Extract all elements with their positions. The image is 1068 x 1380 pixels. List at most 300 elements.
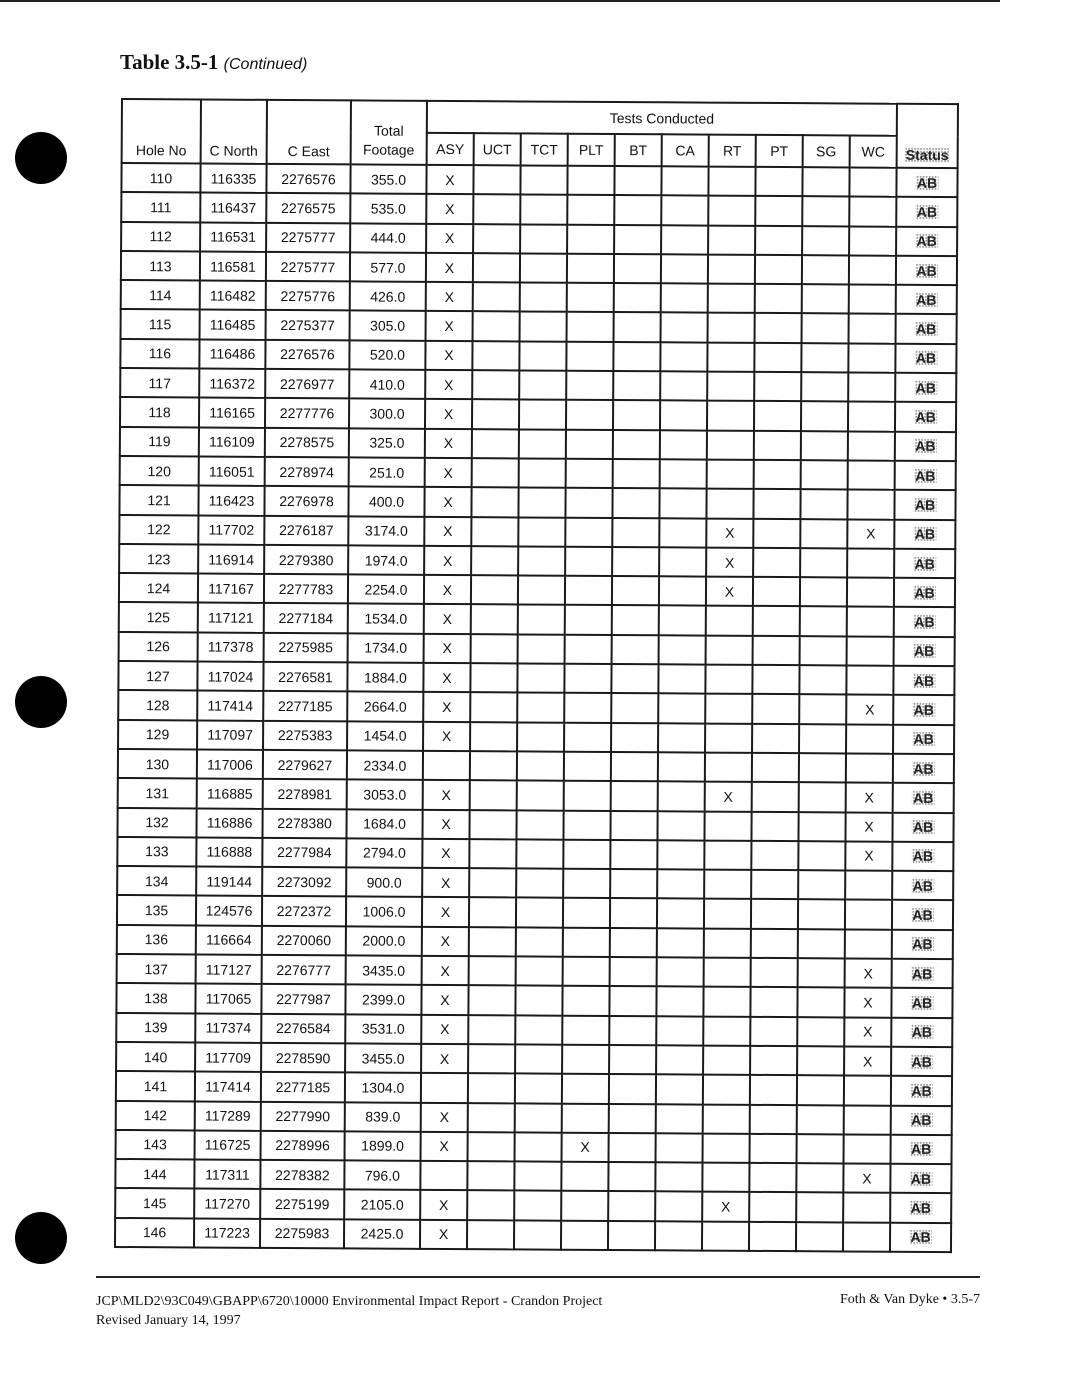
cell-test-rt xyxy=(705,694,752,724)
cell-status xyxy=(895,344,956,374)
cell-test-wc xyxy=(848,373,895,403)
cell-test-rt xyxy=(708,254,755,284)
cell-test-tct xyxy=(518,576,565,606)
cell-c-north: 116485 xyxy=(200,310,266,340)
status-badge: AB xyxy=(911,994,933,1011)
cell-test-wc xyxy=(843,1193,890,1223)
cell-test-asy xyxy=(423,751,470,781)
cell-test-asy: X xyxy=(425,429,472,459)
cell-test-bt xyxy=(610,840,657,870)
cell-test-ca xyxy=(660,459,707,489)
cell-total-footage: 1974.0 xyxy=(348,545,424,575)
cell-test-asy: X xyxy=(421,1102,468,1132)
cell-test-plt xyxy=(565,605,612,635)
status-badge: AB xyxy=(914,584,935,601)
cell-test-rt xyxy=(707,342,754,372)
cell-total-footage: 2399.0 xyxy=(345,985,421,1015)
cell-test-rt xyxy=(703,987,750,1017)
cell-total-footage: 1884.0 xyxy=(347,662,423,692)
cell-test-sg xyxy=(800,577,847,607)
cell-test-tct xyxy=(516,869,563,899)
cell-test-bt xyxy=(608,1191,655,1221)
cell-c-east: 2278575 xyxy=(265,428,349,458)
cell-test-bt xyxy=(609,1103,656,1133)
cell-test-tct xyxy=(514,1191,561,1221)
cell-c-east: 2278974 xyxy=(265,457,349,487)
cell-test-wc xyxy=(846,724,893,754)
cell-test-wc xyxy=(845,929,892,959)
cell-test-rt xyxy=(707,401,754,431)
cell-test-sg xyxy=(801,343,848,373)
cell-hole-no: 129 xyxy=(118,720,197,750)
header-test-bt: BT xyxy=(615,134,662,166)
cell-test-uct xyxy=(469,898,516,928)
cell-test-asy xyxy=(421,1073,468,1103)
cell-status xyxy=(890,1222,951,1252)
cell-c-east: 2275985 xyxy=(264,633,348,663)
cell-total-footage: 325.0 xyxy=(349,428,425,458)
cell-total-footage: 1454.0 xyxy=(347,721,423,751)
cell-test-sg xyxy=(799,724,846,754)
header-c-east: C East xyxy=(267,100,351,165)
cell-test-sg xyxy=(799,782,846,812)
cell-test-asy: X xyxy=(421,1014,468,1044)
cell-test-pt xyxy=(750,1075,797,1105)
cell-hole-no: 122 xyxy=(119,515,198,545)
cell-c-east: 2276978 xyxy=(264,486,348,516)
cell-test-bt xyxy=(611,693,658,723)
cell-test-uct xyxy=(467,1161,514,1191)
cell-hole-no: 124 xyxy=(119,573,198,603)
cell-test-wc xyxy=(848,343,895,373)
cell-test-bt xyxy=(610,811,657,841)
cell-total-footage: 251.0 xyxy=(349,457,425,487)
cell-test-plt xyxy=(563,927,610,957)
cell-test-tct xyxy=(519,429,566,459)
cell-test-ca xyxy=(661,254,708,284)
cell-test-tct xyxy=(515,1074,562,1104)
cell-total-footage: 400.0 xyxy=(348,487,424,517)
cell-c-east: 2275983 xyxy=(260,1219,344,1249)
cell-test-asy: X xyxy=(426,194,473,224)
cell-c-north: 116885 xyxy=(197,779,263,809)
cell-test-rt xyxy=(705,753,752,783)
cell-test-uct xyxy=(467,1191,514,1221)
cell-hole-no: 120 xyxy=(120,456,199,486)
header-test-uct: UCT xyxy=(474,133,521,165)
cell-hole-no: 110 xyxy=(121,163,200,193)
cell-status xyxy=(893,812,954,842)
cell-status xyxy=(893,724,954,754)
cell-test-plt xyxy=(562,1074,609,1104)
cell-test-tct xyxy=(520,165,567,195)
cell-test-pt xyxy=(750,1016,797,1046)
cell-test-uct xyxy=(468,1103,515,1133)
cell-test-sg xyxy=(800,519,847,549)
cell-c-east: 2275383 xyxy=(263,721,347,751)
cell-c-east: 2279627 xyxy=(263,750,347,780)
cell-test-ca xyxy=(659,606,706,636)
cell-test-ca xyxy=(661,283,708,313)
cell-test-plt xyxy=(563,898,610,928)
cell-test-sg xyxy=(797,1134,844,1164)
cell-test-uct xyxy=(473,224,520,254)
cell-status xyxy=(896,168,957,198)
cell-test-uct xyxy=(473,282,520,312)
cell-c-north: 116581 xyxy=(200,251,266,281)
cell-test-pt xyxy=(751,899,798,929)
cell-status xyxy=(891,1076,952,1106)
cell-hole-no: 115 xyxy=(121,309,200,339)
cell-test-uct xyxy=(468,1073,515,1103)
cell-test-uct xyxy=(469,956,516,986)
punch-hole-top xyxy=(15,132,67,184)
cell-test-wc xyxy=(846,753,893,783)
cell-test-pt xyxy=(754,343,801,373)
cell-test-tct xyxy=(515,1103,562,1133)
cell-test-bt xyxy=(614,166,661,196)
cell-test-asy: X xyxy=(426,223,473,253)
cell-status xyxy=(895,373,956,403)
cell-test-uct xyxy=(467,1220,514,1250)
cell-status xyxy=(890,1193,951,1223)
cell-hole-no: 136 xyxy=(117,925,196,955)
cell-test-rt xyxy=(703,1075,750,1105)
cell-test-sg xyxy=(797,987,844,1017)
cell-c-east: 2275777 xyxy=(266,252,350,282)
cell-test-sg xyxy=(797,1017,844,1047)
status-badge: AB xyxy=(914,526,936,543)
cell-test-tct xyxy=(517,781,564,811)
cell-test-ca xyxy=(658,752,705,782)
cell-test-sg xyxy=(801,460,848,490)
cell-total-footage: 3174.0 xyxy=(348,516,424,546)
cell-test-sg xyxy=(800,636,847,666)
cell-c-north: 116335 xyxy=(200,163,266,193)
cell-test-sg xyxy=(798,958,845,988)
cell-test-wc xyxy=(847,636,894,666)
cell-test-rt xyxy=(708,167,755,197)
cell-test-rt xyxy=(705,723,752,753)
cell-test-wc xyxy=(849,197,896,227)
cell-c-east: 2279380 xyxy=(264,545,348,575)
cell-test-asy: X xyxy=(425,399,472,429)
cell-test-asy: X xyxy=(420,1190,467,1220)
cell-test-bt xyxy=(609,986,656,1016)
cell-test-bt xyxy=(614,195,661,225)
cell-total-footage: 520.0 xyxy=(349,340,425,370)
cell-test-ca xyxy=(656,1045,703,1075)
cell-test-tct xyxy=(520,195,567,225)
cell-test-plt xyxy=(562,1045,609,1075)
cell-hole-no: 138 xyxy=(116,983,195,1013)
cell-total-footage: 1304.0 xyxy=(345,1073,421,1103)
cell-test-bt xyxy=(610,869,657,899)
cell-c-north: 117374 xyxy=(195,1013,261,1043)
status-badge: AB xyxy=(916,203,938,220)
cell-c-north: 116664 xyxy=(196,925,262,955)
cell-hole-no: 116 xyxy=(120,339,199,369)
cell-test-rt xyxy=(703,1016,750,1046)
cell-test-ca xyxy=(657,840,704,870)
cell-test-sg xyxy=(801,402,848,432)
cell-hole-no: 131 xyxy=(118,778,197,808)
cell-status xyxy=(892,900,953,930)
cell-test-ca xyxy=(658,694,705,724)
cell-test-ca xyxy=(655,1192,702,1222)
cell-test-rt xyxy=(707,372,754,402)
cell-c-east: 2272372 xyxy=(262,896,346,926)
header-tests-conducted: Tests Conducted xyxy=(427,101,897,136)
cell-test-wc xyxy=(848,402,895,432)
cell-test-pt xyxy=(753,636,800,666)
cell-c-north: 116165 xyxy=(199,398,265,428)
cell-test-bt xyxy=(612,518,659,548)
cell-c-north: 116914 xyxy=(198,544,264,574)
cell-test-ca xyxy=(660,342,707,372)
cell-test-plt xyxy=(567,254,614,284)
cell-test-ca xyxy=(655,1221,702,1251)
cell-test-rt xyxy=(703,1133,750,1163)
header-total-footage: Total Footage xyxy=(351,100,427,164)
cell-test-bt xyxy=(609,1045,656,1075)
cell-test-uct xyxy=(473,194,520,224)
cell-test-rt: X xyxy=(702,1192,749,1222)
cell-test-ca xyxy=(660,401,707,431)
cell-test-tct xyxy=(514,1162,561,1192)
cell-hole-no: 126 xyxy=(119,632,198,662)
status-badge: AB xyxy=(916,174,938,191)
cell-test-wc xyxy=(849,167,896,197)
header-c-north: C North xyxy=(201,99,267,163)
cell-total-footage: 2794.0 xyxy=(346,838,422,868)
cell-c-north: 117702 xyxy=(198,515,264,545)
cell-test-wc xyxy=(846,665,893,695)
cell-test-pt xyxy=(751,958,798,988)
cell-test-rt: X xyxy=(705,782,752,812)
cell-test-plt xyxy=(565,547,612,577)
cell-c-east: 2276575 xyxy=(266,193,350,223)
cell-test-uct xyxy=(472,400,519,430)
table-title-continued: (Continued) xyxy=(223,56,308,73)
cell-test-sg xyxy=(802,255,849,285)
cell-hole-no: 119 xyxy=(120,427,199,457)
status-badge: AB xyxy=(915,320,937,338)
status-badge: AB xyxy=(911,1111,932,1129)
cell-c-north: 116372 xyxy=(199,369,265,399)
cell-status xyxy=(891,1105,952,1135)
footer-revised: Revised January 14, 1997 xyxy=(96,1313,241,1328)
cell-test-wc xyxy=(847,548,894,578)
cell-test-bt xyxy=(613,371,660,401)
header-test-sg: SG xyxy=(803,135,850,167)
cell-test-pt xyxy=(753,548,800,578)
cell-test-rt xyxy=(708,313,755,343)
cell-c-north: 117065 xyxy=(195,984,261,1014)
cell-test-sg xyxy=(800,548,847,578)
cell-test-plt xyxy=(563,869,610,899)
cell-test-bt xyxy=(610,898,657,928)
cell-test-tct xyxy=(516,898,563,928)
cell-test-plt xyxy=(564,752,611,782)
cell-status xyxy=(894,549,955,579)
cell-c-east: 2277984 xyxy=(262,838,346,868)
status-badge: AB xyxy=(914,496,936,513)
cell-test-asy: X xyxy=(423,721,470,751)
cell-test-uct xyxy=(469,927,516,957)
cell-test-ca xyxy=(656,1133,703,1163)
cell-test-ca xyxy=(660,430,707,460)
cell-test-asy: X xyxy=(425,370,472,400)
status-badge: AB xyxy=(912,936,933,953)
status-badge: AB xyxy=(915,467,936,484)
cell-test-plt xyxy=(566,400,613,430)
cell-test-pt xyxy=(755,167,802,197)
cell-c-north: 116486 xyxy=(199,339,265,369)
cell-test-tct xyxy=(516,956,563,986)
cell-test-uct xyxy=(472,370,519,400)
cell-total-footage: 1899.0 xyxy=(345,1131,421,1161)
cell-test-tct xyxy=(520,312,567,342)
cell-test-asy: X xyxy=(422,868,469,898)
cell-test-uct xyxy=(468,985,515,1015)
cell-status xyxy=(892,929,953,959)
cell-test-tct xyxy=(517,722,564,752)
cell-hole-no: 112 xyxy=(121,222,200,252)
cell-status xyxy=(896,314,957,344)
cell-test-sg xyxy=(800,489,847,519)
cell-c-north: 117097 xyxy=(197,720,263,750)
cell-test-rt xyxy=(704,811,751,841)
cell-test-ca xyxy=(661,196,708,226)
cell-test-bt xyxy=(612,605,659,635)
cell-test-wc: X xyxy=(844,1017,891,1047)
cell-test-uct xyxy=(470,780,517,810)
cell-test-pt xyxy=(755,196,802,226)
cell-c-east: 2273092 xyxy=(262,867,346,897)
cell-test-pt xyxy=(753,489,800,519)
status-badge: AB xyxy=(912,877,933,894)
cell-test-bt xyxy=(613,430,660,460)
cell-test-rt xyxy=(706,489,753,519)
cell-status xyxy=(896,226,957,256)
cell-c-north: 116437 xyxy=(200,193,266,223)
cell-test-pt xyxy=(753,606,800,636)
cell-c-east: 2275777 xyxy=(266,222,350,252)
cell-test-bt xyxy=(612,576,659,606)
status-badge: AB xyxy=(910,1229,931,1246)
cell-test-wc xyxy=(848,431,895,461)
cell-test-wc xyxy=(847,490,894,520)
cell-test-bt xyxy=(611,781,658,811)
cell-status xyxy=(895,402,956,432)
cell-test-sg xyxy=(799,665,846,695)
cell-hole-no: 145 xyxy=(115,1188,194,1218)
cell-hole-no: 132 xyxy=(117,808,196,838)
cell-c-north: 117121 xyxy=(198,603,264,633)
cell-c-east: 2270060 xyxy=(262,926,346,956)
cell-test-uct xyxy=(472,341,519,371)
cell-test-wc: X xyxy=(844,1046,891,1076)
cell-test-pt xyxy=(749,1192,796,1222)
header-test-plt: PLT xyxy=(568,134,615,166)
cell-total-footage: 1684.0 xyxy=(346,809,422,839)
cell-total-footage: 2000.0 xyxy=(346,926,422,956)
cell-test-bt xyxy=(613,400,660,430)
cell-test-ca xyxy=(659,576,706,606)
cell-test-tct xyxy=(517,693,564,723)
cell-test-pt xyxy=(753,577,800,607)
cell-test-wc: X xyxy=(845,841,892,871)
status-badge: AB xyxy=(910,1170,932,1187)
footer-report: Environmental Impact Report - Crandon Project xyxy=(332,1294,603,1309)
cell-test-uct xyxy=(471,634,518,664)
cell-status xyxy=(894,578,955,608)
cell-test-tct xyxy=(518,488,565,518)
cell-test-uct xyxy=(473,165,520,195)
cell-status xyxy=(891,1047,952,1077)
cell-test-plt xyxy=(563,810,610,840)
cell-test-pt xyxy=(750,987,797,1017)
cell-test-tct xyxy=(518,634,565,664)
status-badge: AB xyxy=(911,1024,933,1041)
cell-c-north: 119144 xyxy=(196,867,262,897)
cell-test-asy: X xyxy=(425,341,472,371)
header-test-tct: TCT xyxy=(521,133,568,165)
cell-test-plt xyxy=(567,224,614,254)
header-hole-no: Hole No xyxy=(122,99,201,163)
cell-test-tct xyxy=(515,1132,562,1162)
cell-test-wc xyxy=(844,1076,891,1106)
cell-test-ca xyxy=(656,1074,703,1104)
cell-test-wc xyxy=(843,1222,890,1252)
cell-test-ca xyxy=(656,987,703,1017)
cell-test-plt xyxy=(565,576,612,606)
cell-test-rt xyxy=(702,1163,749,1193)
cell-test-rt xyxy=(705,665,752,695)
cell-test-wc: X xyxy=(845,812,892,842)
cell-test-pt xyxy=(755,255,802,285)
cell-test-wc: X xyxy=(843,1164,890,1194)
cell-test-sg xyxy=(798,900,845,930)
cell-test-rt xyxy=(704,958,751,988)
status-badge: AB xyxy=(916,233,937,250)
cell-test-bt xyxy=(608,1162,655,1192)
cell-test-asy: X xyxy=(422,839,469,869)
cell-test-rt xyxy=(704,899,751,929)
cell-test-plt xyxy=(566,459,613,489)
cell-total-footage: 2105.0 xyxy=(344,1190,420,1220)
cell-test-uct xyxy=(472,458,519,488)
cell-c-north: 117414 xyxy=(195,1072,261,1102)
cell-test-asy: X xyxy=(421,1132,468,1162)
cell-c-east: 2277185 xyxy=(263,691,347,721)
cell-test-asy: X xyxy=(426,311,473,341)
status-badge: AB xyxy=(916,291,937,308)
cell-c-east: 2276581 xyxy=(263,662,347,692)
cell-c-north: 117127 xyxy=(196,954,262,984)
cell-test-pt xyxy=(754,460,801,490)
footer-rule xyxy=(96,1276,980,1278)
cell-test-pt xyxy=(754,401,801,431)
cell-test-wc xyxy=(845,871,892,901)
cell-total-footage: 2664.0 xyxy=(347,692,423,722)
cell-status xyxy=(894,490,955,520)
cell-test-ca xyxy=(660,371,707,401)
cell-test-sg xyxy=(797,1075,844,1105)
cell-test-uct xyxy=(473,312,520,342)
cell-test-asy: X xyxy=(423,780,470,810)
